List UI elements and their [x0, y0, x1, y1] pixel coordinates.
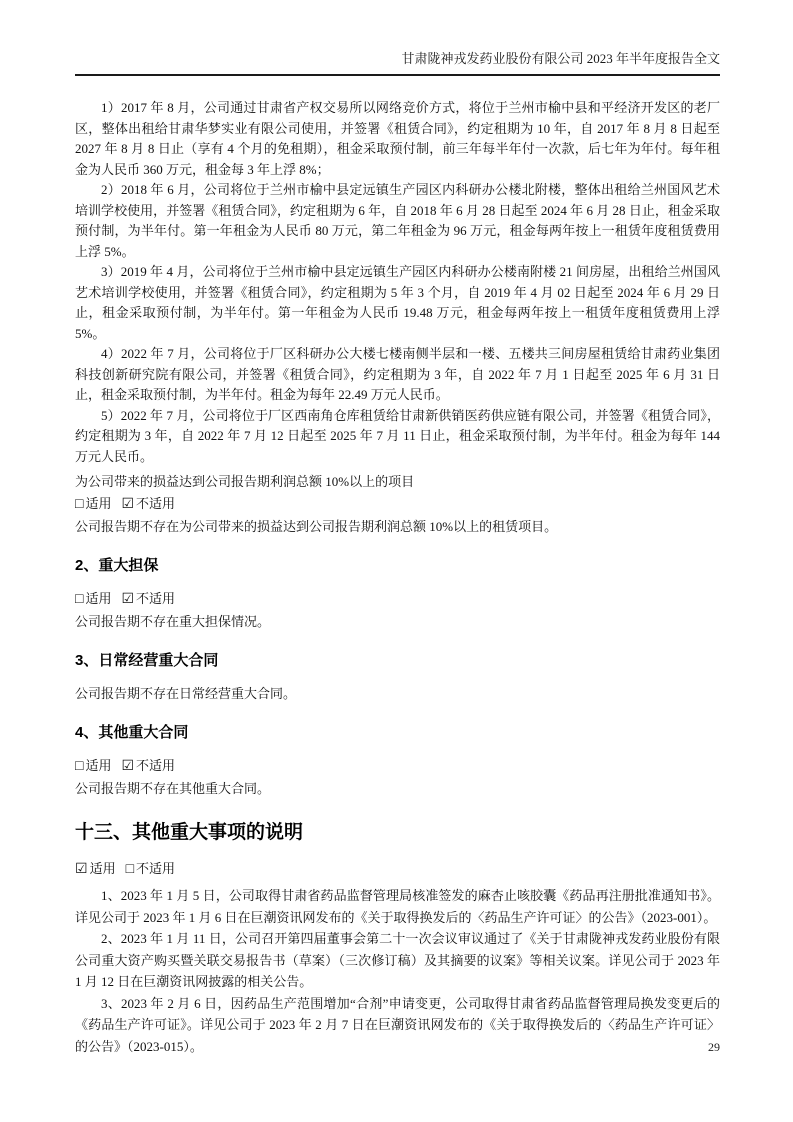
applicable-label: 适用: [85, 758, 112, 773]
page-number: 29: [708, 1040, 720, 1054]
checkbox-unchecked-icon: □: [75, 592, 84, 607]
not-applicable-label: 不适用: [136, 758, 176, 773]
section-heading-routine-contracts: 3、日常经营重大合同: [75, 652, 219, 669]
major-event-item-1: 1、2023 年 1 月 5 日，公司取得甘肃省药品监督管理局核准签发的麻杏止咳胶囊《药品再注册批准通知书》。详见公司于 2023 年 1 月 6 日在巨潮资讯网发布的《关于取得换发后的〈药品生产许可证〉的公告》（2023-001）。: [75, 888, 720, 925]
profit-note-title: 为公司带来的损益达到公司报告期利润总额 10%以上的项目: [75, 474, 415, 489]
not-applicable-label: 不适用: [136, 861, 176, 876]
lease-paragraph-5: 5）2022 年 7 月，公司将位于厂区西南角仓库租赁给甘肃新供销医药供应链有限公司，并签署《租赁合同》，约定租期为 3 年，自 2022 年 7 月 12 日起至 2025 年 7 月 11 日止，租金采取预付制，为半年付。租金为每年 144 万元人民币。: [75, 407, 720, 464]
lease-paragraph-4: 4）2022 年 7 月，公司将位于厂区科研办公大楼七楼南侧半层和一楼、五楼共三间房屋租赁给甘肃药业集团科技创新研究院有限公司，并签署《租赁合同》，约定租期为 3 年，自 2022 年 7 月 1 日起至 2025 年 6 月 31 日止，租金采取预付制，为半年付。租金为每年 22.49 万元人民币。: [75, 346, 720, 402]
checkbox-unchecked-icon: □: [75, 759, 84, 774]
major-events-applicability-row: [75, 858, 720, 881]
lease-paragraph-2: 2）2018 年 6 月，公司将位于兰州市榆中县定远镇生产园区内科研办公楼北附楼，整体出租给兰州国风艺术培训学校使用，并签署《租赁合同》，约定租期为 6 年，自 2018 年 6 月 28 日起至 2024 年 6 月 28 日止，租金采取预付制，为半年付。第一年租金为人民币 80 万元，第二年租金为 96 万元，租金每两年按上一租赁年度租赁费用上浮 5%。: [75, 182, 720, 259]
major-event-item-3: 3、2023 年 2 月 6 日，因药品生产范围增加“合剂”申请变更，公司取得甘肃省药品监督管理局换发变更后的《药品生产许可证》。详见公司于 2023 年 2 月 7 日在巨潮资讯网发布的《关于取得换发后的〈药品生产许可证〉的公告》（2023-015）。: [75, 995, 720, 1054]
guarantees-body: 公司报告期不存在重大担保情况。: [75, 614, 271, 629]
section-heading-major-guarantees: 2、重大担保: [75, 557, 159, 574]
profit-note-applicability-row: [75, 493, 720, 516]
checkbox-checked-icon: ☑: [121, 759, 135, 774]
section-heading-other-contracts: 4、其他重大合同: [75, 724, 189, 741]
not-applicable-label: 不适用: [136, 591, 176, 606]
applicable-label: 适用: [85, 591, 112, 606]
applicable-label: 适用: [89, 861, 116, 876]
guarantees-applicability-row: [75, 588, 720, 611]
checkbox-unchecked-icon: □: [125, 862, 135, 877]
checkbox-unchecked-icon: □: [75, 497, 84, 512]
checkbox-checked-icon: ☑: [121, 592, 135, 607]
routine-contracts-body: 公司报告期不存在日常经营重大合同。: [75, 686, 297, 701]
checkbox-checked-icon: ☑: [75, 862, 88, 877]
applicable-label: 适用: [85, 496, 112, 511]
page-content: [75, 48, 720, 1057]
document-header-title: 甘肃陇神戎发药业股份有限公司 2023 年半年度报告全文: [75, 48, 720, 76]
checkbox-checked-icon: ☑: [121, 497, 135, 512]
profit-note-body: 公司报告期不存在为公司带来的损益达到公司报告期利润总额 10%以上的租赁项目。: [75, 519, 558, 534]
lease-paragraph-1: 1）2017 年 8 月，公司通过甘肃省产权交易所以网络竞价方式，将位于兰州市榆中县和平经济开发区的老厂区，整体出租给甘肃华梦实业有限公司使用，并签署《租赁合同》，约定租期为 10 年，自 2017 年 8 月 8 日起至 2027 年 8 月 8 日止（享有 4 个月的免租期），租金采取预付制，前三年每半年付一次款，后七年为年付。每年租金为人民币 360 万元，租金每 3 年上浮 8%；: [75, 100, 720, 177]
major-event-item-2: 2、2023 年 1 月 11 日，公司召开第四届董事会第二十一次会议审议通过了《关于甘肃陇神戎发药业股份有限公司重大资产购买暨关联交易报告书（草案）（三次修订稿）及其摘要的议案》等相关议案。详见公司于 2023 年 1 月 12 日在巨潮资讯网披露的相关公告。: [75, 931, 720, 989]
lease-paragraph-3: 3）2019 年 4 月，公司将位于兰州市榆中县定远镇生产园区内科研办公楼南附楼 21 间房屋，出租给兰州国风艺术培训学校使用，并签署《租赁合同》，约定租期为 5 年 3 个月，自 2019 年 4 月 02 日起至 2024 年 6 月 29 日止，租金采取预付制，为半年付。第一年租金为人民币 19.48 万元，租金每两年按上一租赁年度租赁费用上浮 5%。: [75, 264, 720, 341]
not-applicable-label: 不适用: [136, 496, 176, 511]
other-contracts-body: 公司报告期不存在其他重大合同。: [75, 781, 271, 796]
other-contracts-applicability-row: [75, 755, 720, 778]
chapter-heading-other-major-events: 十三、其他重大事项的说明: [75, 822, 304, 843]
